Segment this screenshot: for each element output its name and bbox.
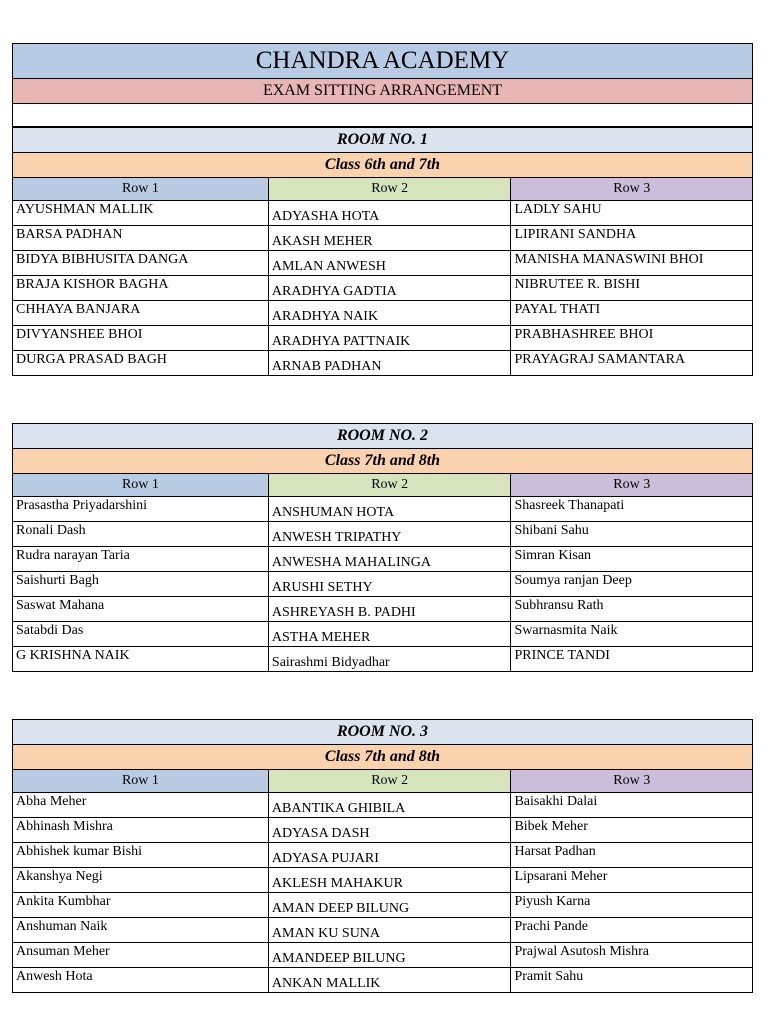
table-row xyxy=(13,868,753,893)
student-name: ADYASA DASH xyxy=(268,818,511,843)
rooms-container xyxy=(12,127,753,993)
student-name: ARNAB PADHAN xyxy=(268,351,511,376)
column-header-row-1: Row 1 xyxy=(13,770,269,793)
student-name: PRINCE TANDI xyxy=(511,647,753,672)
student-name: Subhransu Rath xyxy=(511,597,753,622)
student-name: Piyush Karna xyxy=(511,893,753,918)
student-name: Simran Kisan xyxy=(511,547,753,572)
student-name: ADYASHA HOTA xyxy=(268,201,511,226)
student-name: ANWESHA MAHALINGA xyxy=(268,547,511,572)
student-name: Abha Meher xyxy=(13,793,269,818)
student-name: BIDYA BIBHUSITA DANGA xyxy=(13,251,269,276)
student-name: Abhishek kumar Bishi xyxy=(13,843,269,868)
student-name: G KRISHNA NAIK xyxy=(13,647,269,672)
student-name: LADLY SAHU xyxy=(511,201,753,226)
student-name: CHHAYA BANJARA xyxy=(13,301,269,326)
table-row xyxy=(13,818,753,843)
student-name: Pramit Sahu xyxy=(511,968,753,993)
table-row xyxy=(13,918,753,943)
column-header-row-2: Row 2 xyxy=(268,474,511,497)
student-name: ASHREYASH B. PADHI xyxy=(268,597,511,622)
student-name: AMLAN ANWESH xyxy=(268,251,511,276)
table-row xyxy=(13,251,753,276)
student-name: Anshuman Naik xyxy=(13,918,269,943)
student-name: ADYASA PUJARI xyxy=(268,843,511,868)
student-name: BRAJA KISHOR BAGHA xyxy=(13,276,269,301)
class-label: Class 6th and 7th xyxy=(13,153,753,178)
student-name: ANSHUMAN HOTA xyxy=(268,497,511,522)
student-name: PRABHASHREE BHOI xyxy=(511,326,753,351)
student-name: AMAN DEEP BILUNG xyxy=(268,893,511,918)
student-name: ARADHYA NAIK xyxy=(268,301,511,326)
column-header-row-3: Row 3 xyxy=(511,474,753,497)
student-name: BARSA PADHAN xyxy=(13,226,269,251)
student-name: Akanshya Negi xyxy=(13,868,269,893)
column-header-row-1: Row 1 xyxy=(13,178,269,201)
table-row xyxy=(13,201,753,226)
table-row xyxy=(13,522,753,547)
table-row xyxy=(13,622,753,647)
table-row xyxy=(13,226,753,251)
student-name: Satabdi Das xyxy=(13,622,269,647)
table-row xyxy=(13,301,753,326)
room-table-1 xyxy=(12,127,753,376)
column-header-row-2: Row 2 xyxy=(268,178,511,201)
table-row xyxy=(13,326,753,351)
room-number-row xyxy=(13,128,753,153)
student-name: Baisakhi Dalai xyxy=(511,793,753,818)
column-header-row xyxy=(13,178,753,201)
student-name: Abhinash Mishra xyxy=(13,818,269,843)
student-name: ABANTIKA GHIBILA xyxy=(268,793,511,818)
student-name: ARUSHI SETHY xyxy=(268,572,511,597)
student-name: AKLESH MAHAKUR xyxy=(268,868,511,893)
table-row xyxy=(13,793,753,818)
student-name: AMANDEEP BILUNG xyxy=(268,943,511,968)
column-header-row xyxy=(13,474,753,497)
student-name: Harsat Padhan xyxy=(511,843,753,868)
room-gap xyxy=(12,672,753,719)
column-header-row-3: Row 3 xyxy=(511,770,753,793)
student-name: Shibani Sahu xyxy=(511,522,753,547)
room-number: ROOM NO. 1 xyxy=(13,128,753,153)
student-name: DIVYANSHEE BHOI xyxy=(13,326,269,351)
student-name: Shasreek Thanapati xyxy=(511,497,753,522)
room-number: ROOM NO. 3 xyxy=(13,720,753,745)
student-name: Rudra narayan Taria xyxy=(13,547,269,572)
student-name: Soumya ranjan Deep xyxy=(511,572,753,597)
header-table xyxy=(12,43,753,127)
student-name: PAYAL THATI xyxy=(511,301,753,326)
student-name: ANWESH TRIPATHY xyxy=(268,522,511,547)
student-name: Lipsarani Meher xyxy=(511,868,753,893)
seating-sheet xyxy=(12,43,753,993)
column-header-row xyxy=(13,770,753,793)
student-name: AYUSHMAN MALLIK xyxy=(13,201,269,226)
student-name: ASTHA MEHER xyxy=(268,622,511,647)
student-name: Bibek Meher xyxy=(511,818,753,843)
class-row xyxy=(13,449,753,474)
student-name: ARADHYA PATTNAIK xyxy=(268,326,511,351)
class-label: Class 7th and 8th xyxy=(13,449,753,474)
student-name: Saishurti Bagh xyxy=(13,572,269,597)
column-header-row-2: Row 2 xyxy=(268,770,511,793)
student-name: Prachi Pande xyxy=(511,918,753,943)
column-header-row-1: Row 1 xyxy=(13,474,269,497)
table-row xyxy=(13,893,753,918)
table-row xyxy=(13,276,753,301)
student-name: Swarnasmita Naik xyxy=(511,622,753,647)
room-number-row xyxy=(13,720,753,745)
room-table-3 xyxy=(12,719,753,993)
student-name: Ansuman Meher xyxy=(13,943,269,968)
room-number-row xyxy=(13,424,753,449)
class-label: Class 7th and 8th xyxy=(13,745,753,770)
blank-row xyxy=(13,104,753,127)
student-name: Saswat Mahana xyxy=(13,597,269,622)
table-row xyxy=(13,943,753,968)
table-row xyxy=(13,647,753,672)
table-row xyxy=(13,843,753,868)
student-name: PRAYAGRAJ SAMANTARA xyxy=(511,351,753,376)
student-name: Prasastha Priyadarshini xyxy=(13,497,269,522)
student-name: DURGA PRASAD BAGH xyxy=(13,351,269,376)
table-row xyxy=(13,597,753,622)
student-name: Sairashmi Bidyadhar xyxy=(268,647,511,672)
table-row xyxy=(13,497,753,522)
student-name: ANKAN MALLIK xyxy=(268,968,511,993)
student-name: Ronali Dash xyxy=(13,522,269,547)
student-name: ARADHYA GADTIA xyxy=(268,276,511,301)
student-name: AKASH MEHER xyxy=(268,226,511,251)
room-gap xyxy=(12,376,753,423)
class-row xyxy=(13,745,753,770)
table-row xyxy=(13,572,753,597)
academy-title: CHANDRA ACADEMY xyxy=(13,44,753,79)
student-name: AMAN KU SUNA xyxy=(268,918,511,943)
table-row xyxy=(13,968,753,993)
student-name: LIPIRANI SANDHA xyxy=(511,226,753,251)
table-row xyxy=(13,351,753,376)
room-table-2 xyxy=(12,423,753,672)
student-name: NIBRUTEE R. BISHI xyxy=(511,276,753,301)
student-name: MANISHA MANASWINI BHOI xyxy=(511,251,753,276)
class-row xyxy=(13,153,753,178)
student-name: Anwesh Hota xyxy=(13,968,269,993)
exam-subtitle: EXAM SITTING ARRANGEMENT xyxy=(13,79,753,104)
student-name: Ankita Kumbhar xyxy=(13,893,269,918)
student-name: Prajwal Asutosh Mishra xyxy=(511,943,753,968)
column-header-row-3: Row 3 xyxy=(511,178,753,201)
table-row xyxy=(13,547,753,572)
room-number: ROOM NO. 2 xyxy=(13,424,753,449)
